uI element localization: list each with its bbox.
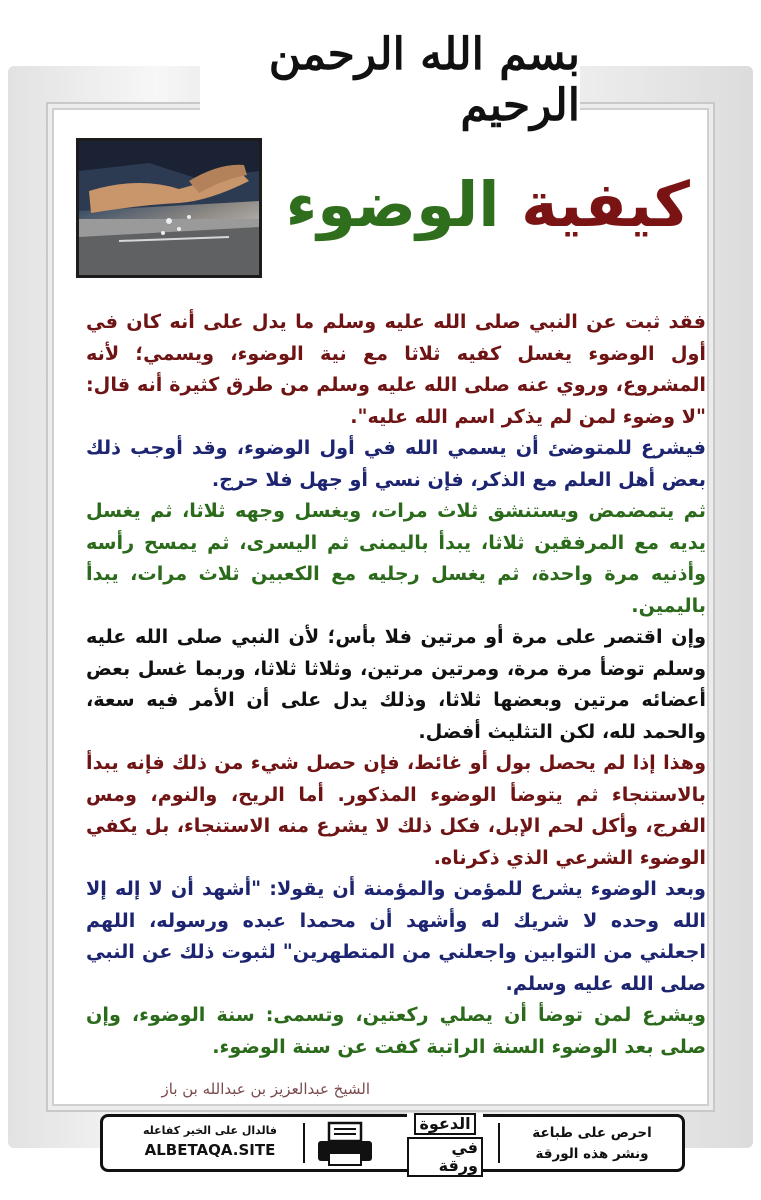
print-note-line-2: ونشر هذه الورقة — [535, 1146, 649, 1162]
page-title — [270, 160, 690, 250]
article-body — [86, 306, 706, 1062]
site-block — [115, 1123, 305, 1161]
paragraph-4: وإن اقتصر على مرة أو مرتين فلا بأس؛ لأن النبي صلى الله عليه وسلم توضأ مرة مرة، ومرتين مرتين، وثلاثا ثلاثا، وربما غسل بعض أعضائه مرتين وبعضها ثلاثا، وذلك يدل على أن الأمر فيه سعة، والحمد لله، لكن التثليث أفضل. — [86, 625, 706, 743]
paragraph-7: ويشرع لمن توضأ أن يصلي ركعتين، وتسمى: سنة الوضوء، وإن صلى بعد الوضوء السنة الراتبة كفت عن سنة الوضوء. — [86, 1003, 706, 1058]
paragraph-5: وهذا إذا لم يحصل بول أو غائط، فإن حصل شيء من ذلك فإنه يبدأ بالاستنجاء ثم يتوضأ الوضوء المذكور. أما الريح، والنوم، ومس الفرج، وأكل لحم الإبل، فكل ذلك لا يشرع منه الاستنجاء، بل يكفي الوضوء الشرعي الذي ذكرناه. — [86, 751, 706, 869]
basmala-calligraphy: بسم الله الرحمن الرحيم — [200, 30, 580, 130]
author-attribution: الشيخ عبدالعزيز بن عبدالله بن باز — [161, 1080, 370, 1098]
logo-word-1: الدعوة — [414, 1113, 475, 1135]
paragraph-1: فقد ثبت عن النبي صلى الله عليه وسلم ما يدل على أنه كان في أول الوضوء يغسل كفيه ثلاثا مع نية الوضوء، ويسمي؛ لأنه المشروع، وروي عنه صلى الله عليه وسلم من طرق كثيرة أنه قال: "لا وضوء لمن لم يذكر اسم الله عليه". — [86, 310, 706, 428]
title-word-2: الوضوء — [285, 168, 500, 241]
wudu-hands-photo — [76, 138, 262, 278]
brand-logo — [407, 1113, 483, 1177]
footer-divider — [498, 1123, 500, 1163]
print-note — [512, 1123, 672, 1165]
footer-bar — [100, 1114, 685, 1175]
footer-tagline: فالدال على الخير كفاعله — [142, 1124, 278, 1137]
site-link[interactable]: ALBETAQA.SITE — [144, 1141, 276, 1159]
logo-word-2: في ورقة — [407, 1137, 483, 1177]
paragraph-2: فيشرع للمتوضئ أن يسمي الله في أول الوضوء، وقد أوجب ذلك بعض أهل العلم مع الذكر، فإن نسي أو جهل فلا حرج. — [86, 436, 706, 491]
printer-icon — [315, 1121, 375, 1167]
title-word-1: كيفية — [521, 168, 690, 241]
paragraph-6: وبعد الوضوء يشرع للمؤمن والمؤمنة أن يقولا: "أشهد أن لا إله إلا الله وحده لا شريك له وأشهد أن محمدا عبده ورسوله، اللهم اجعلني من التوابين واجعلني من المتطهرين" لثبوت ذلك عن النبي صلى الله عليه وسلم. — [86, 877, 706, 995]
print-note-line-1: احرص على طباعة — [532, 1125, 652, 1141]
paragraph-3: ثم يتمضمض ويستنشق ثلاث مرات، ويغسل وجهه ثلاثا، ثم يغسل يديه مع المرفقين ثلاثا، يبدأ باليمنى ثم اليسرى، ثم يمسح رأسه وأذنيه مرة واحدة، ثم يغسل رجليه مع الكعبين ثلاث مرات، يبدأ باليمين. — [86, 499, 706, 617]
